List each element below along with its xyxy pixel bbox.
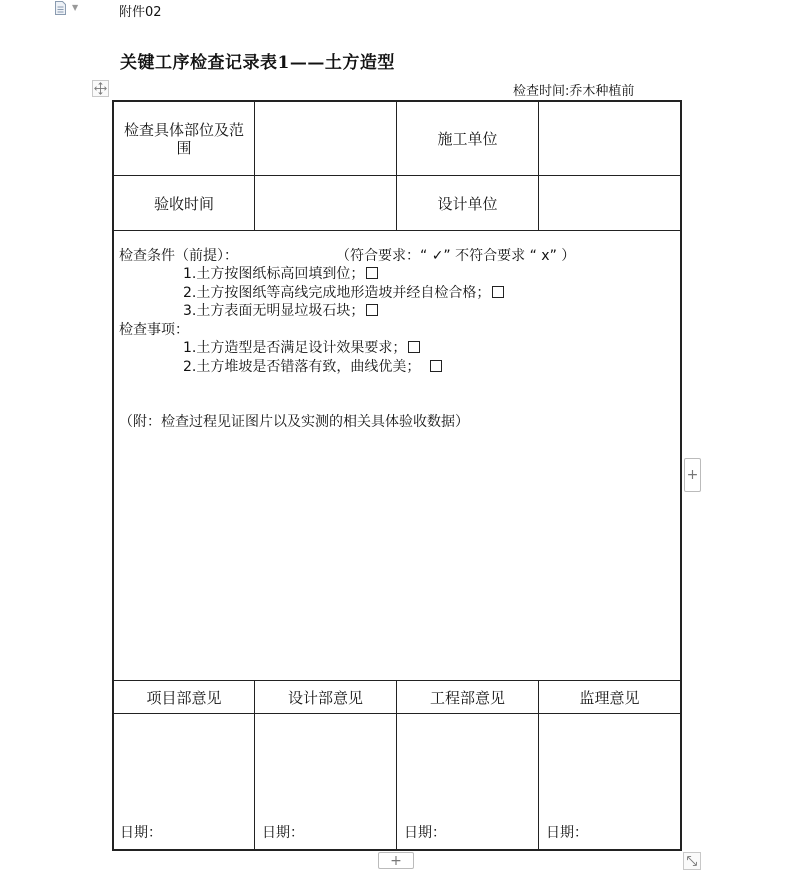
cell-design-unit-label: 设计单位: [437, 194, 498, 213]
dropdown-caret-icon[interactable]: ▼: [72, 3, 79, 12]
add-row-plus-icon[interactable]: +: [378, 852, 414, 869]
inspection-item: 2.土方堆坡是否错落有致，曲线优美；: [183, 358, 442, 377]
cell-design-unit-value[interactable]: [539, 176, 680, 230]
cell-inspection-scope-label: 检查具体部位及范围: [123, 120, 244, 157]
cell-construction-unit-label: 施工单位: [437, 130, 498, 148]
checkbox[interactable]: [366, 267, 378, 279]
condition-item: 2.土方按图纸等高线完成地形造坡并经自检合格；: [183, 284, 504, 303]
cell-acceptance-time-value[interactable]: [255, 176, 396, 230]
checkbox[interactable]: [366, 304, 378, 316]
check-time: 检查时间:乔木种植前: [513, 84, 635, 99]
add-column-plus-icon[interactable]: +: [684, 458, 701, 492]
condition-item: 3.土方表面无明显垃圾石块；: [183, 302, 378, 321]
date-label: 日期：: [404, 825, 446, 841]
document-icon: [55, 1, 66, 15]
cell-construction-unit-value[interactable]: [539, 102, 680, 175]
date-label: 日期：: [262, 825, 304, 841]
checkbox[interactable]: [492, 286, 504, 298]
inspection-item: 1.土方造型是否满足设计效果要求；: [183, 339, 420, 358]
opinion-header-design: 设计部意见: [287, 688, 363, 707]
conditions-legend: （符合要求：“ ✓” 不符合要求 “ x” ）: [336, 248, 576, 264]
opinion-header-project: 项目部意见: [146, 688, 222, 707]
page-title: 关键工序检查记录表1——土方造型: [120, 53, 395, 73]
opinion-header-engineering: 工程部意见: [429, 688, 505, 707]
date-label: 日期：: [120, 825, 162, 841]
checkbox[interactable]: [408, 341, 420, 353]
conditions-heading: 检查条件（前提）：: [119, 248, 238, 264]
table-move-icon[interactable]: [92, 80, 109, 97]
condition-item: 1.土方按图纸标高回填到位；: [183, 265, 378, 284]
resize-icon[interactable]: [683, 852, 701, 870]
attachment-note: （附：检查过程见证图片以及实测的相关具体验收数据）: [119, 414, 469, 430]
checkbox[interactable]: [430, 360, 442, 372]
items-heading: 检查事项：: [119, 322, 189, 338]
cell-inspection-scope-value[interactable]: [255, 102, 396, 175]
cell-acceptance-time-label: 验收时间: [153, 194, 214, 213]
date-label: 日期：: [546, 825, 588, 841]
attachment-label: 附件02: [119, 5, 162, 20]
opinion-header-supervision: 监理意见: [579, 688, 640, 707]
